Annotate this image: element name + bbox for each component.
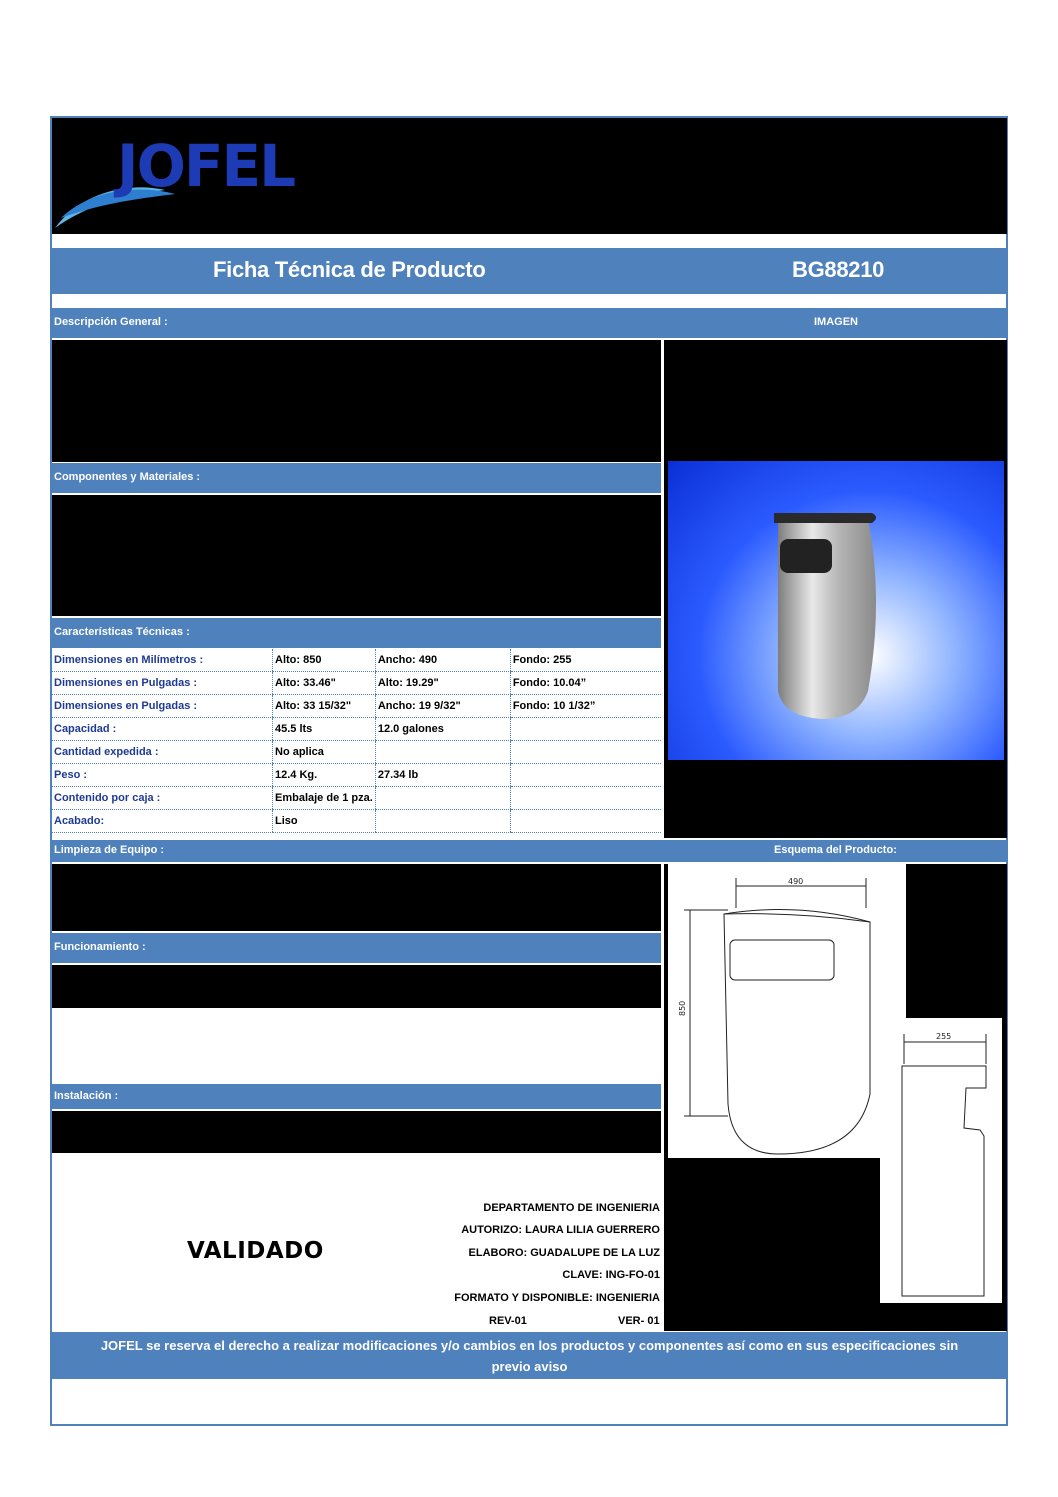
descripcion-bar [52,308,1007,338]
spec-value: Alto: 19.29" [375,672,510,695]
spec-value: Fondo: 10 1/32” [510,695,661,718]
spec-value: Alto: 33 15/32" [273,695,376,718]
table-row [52,741,661,764]
table-row [52,695,661,718]
spec-label: Cantidad expedida : [52,741,273,764]
funcionamiento-content [52,965,661,1008]
svg-text:490: 490 [788,877,804,886]
esquema-label: Esquema del Producto: [774,844,897,856]
validado-stamp: VALIDADO [187,1238,324,1264]
footer-line-2: previo aviso [491,1359,568,1374]
spec-label: Peso : [52,764,273,787]
table-row [52,672,661,695]
page-title: Ficha Técnica de Producto [213,257,486,282]
spec-value [375,787,510,810]
rev-label: REV-01 [489,1315,527,1327]
spec-value: Liso [273,810,376,833]
elaboro-line: ELABORO: GUADALUPE DE LA LUZ [468,1247,660,1259]
spec-value: Alto: 33.46" [273,672,376,695]
spec-value [510,810,661,833]
product-code: BG88210 [792,257,885,282]
spec-value [510,741,661,764]
spec-value: Ancho: 19 9/32" [375,695,510,718]
spec-table [52,649,661,833]
formato-line: FORMATO Y DISPONIBLE: INGENIERIA [454,1292,660,1304]
limpieza-label: Limpieza de Equipo : [54,844,165,856]
limpieza-content [52,864,661,931]
table-row [52,787,661,810]
spec-value: 45.5 lts [273,718,376,741]
descripcion-label: Descripción General : [54,316,168,328]
spec-label: Dimensiones en Pulgadas : [52,695,273,718]
product-image [668,461,1004,760]
spec-value: No aplica [273,741,376,764]
spec-value: 12.0 galones [375,718,510,741]
instalacion-content [52,1111,661,1153]
spec-label: Dimensiones en Pulgadas : [52,672,273,695]
spec-value: Embalaje de 1 pza. [273,787,376,810]
clave-line: CLAVE: ING-FO-01 [562,1269,660,1281]
spec-value: 27.34 lb [375,764,510,787]
spec-value: Fondo: 255 [510,649,661,672]
svg-text:JOFEL: JOFEL [117,132,295,200]
spec-value [510,787,661,810]
spec-value [375,741,510,764]
componentes-content [52,495,661,616]
instalacion-label: Instalación : [54,1090,119,1102]
descripcion-content [52,340,661,462]
spec-label: Acabado: [52,810,273,833]
spec-value: Ancho: 490 [375,649,510,672]
front-schema [668,864,906,1158]
funcionamiento-label: Funcionamiento : [54,941,146,953]
spec-label: Contenido por caja : [52,787,273,810]
table-row [52,649,661,672]
department-line: DEPARTAMENTO DE INGENIERIA [483,1202,660,1214]
spec-value: Fondo: 10.04” [510,672,661,695]
instalacion-bar [52,1084,661,1109]
spec-value: Alto: 850 [273,649,376,672]
spec-value: 12.4 Kg. [273,764,376,787]
table-row [52,764,661,787]
imagen-label: IMAGEN [814,316,858,328]
svg-text:850: 850 [678,1000,687,1016]
side-schema [880,1018,1002,1303]
caracteristicas-label: Características Técnicas : [54,626,190,638]
svg-text:255: 255 [936,1032,952,1041]
spec-label: Dimensiones en Milímetros : [52,649,273,672]
table-row [52,810,661,833]
table-row [52,718,661,741]
jofel-logo [55,128,315,232]
spec-value [375,810,510,833]
spec-value [510,764,661,787]
ver-label: VER- 01 [618,1315,660,1327]
footer-line-1: JOFEL se reserva el derecho a realizar modificaciones y/o cambios en los productos y componentes así como en sus especificaciones sin [100,1338,959,1353]
footer-disclaimer [51,1332,1008,1379]
componentes-label: Componentes y Materiales : [54,471,201,483]
autorizo-line: AUTORIZO: LAURA LILIA GUERRERO [461,1224,660,1236]
spec-value [510,718,661,741]
spec-label: Capacidad : [52,718,273,741]
